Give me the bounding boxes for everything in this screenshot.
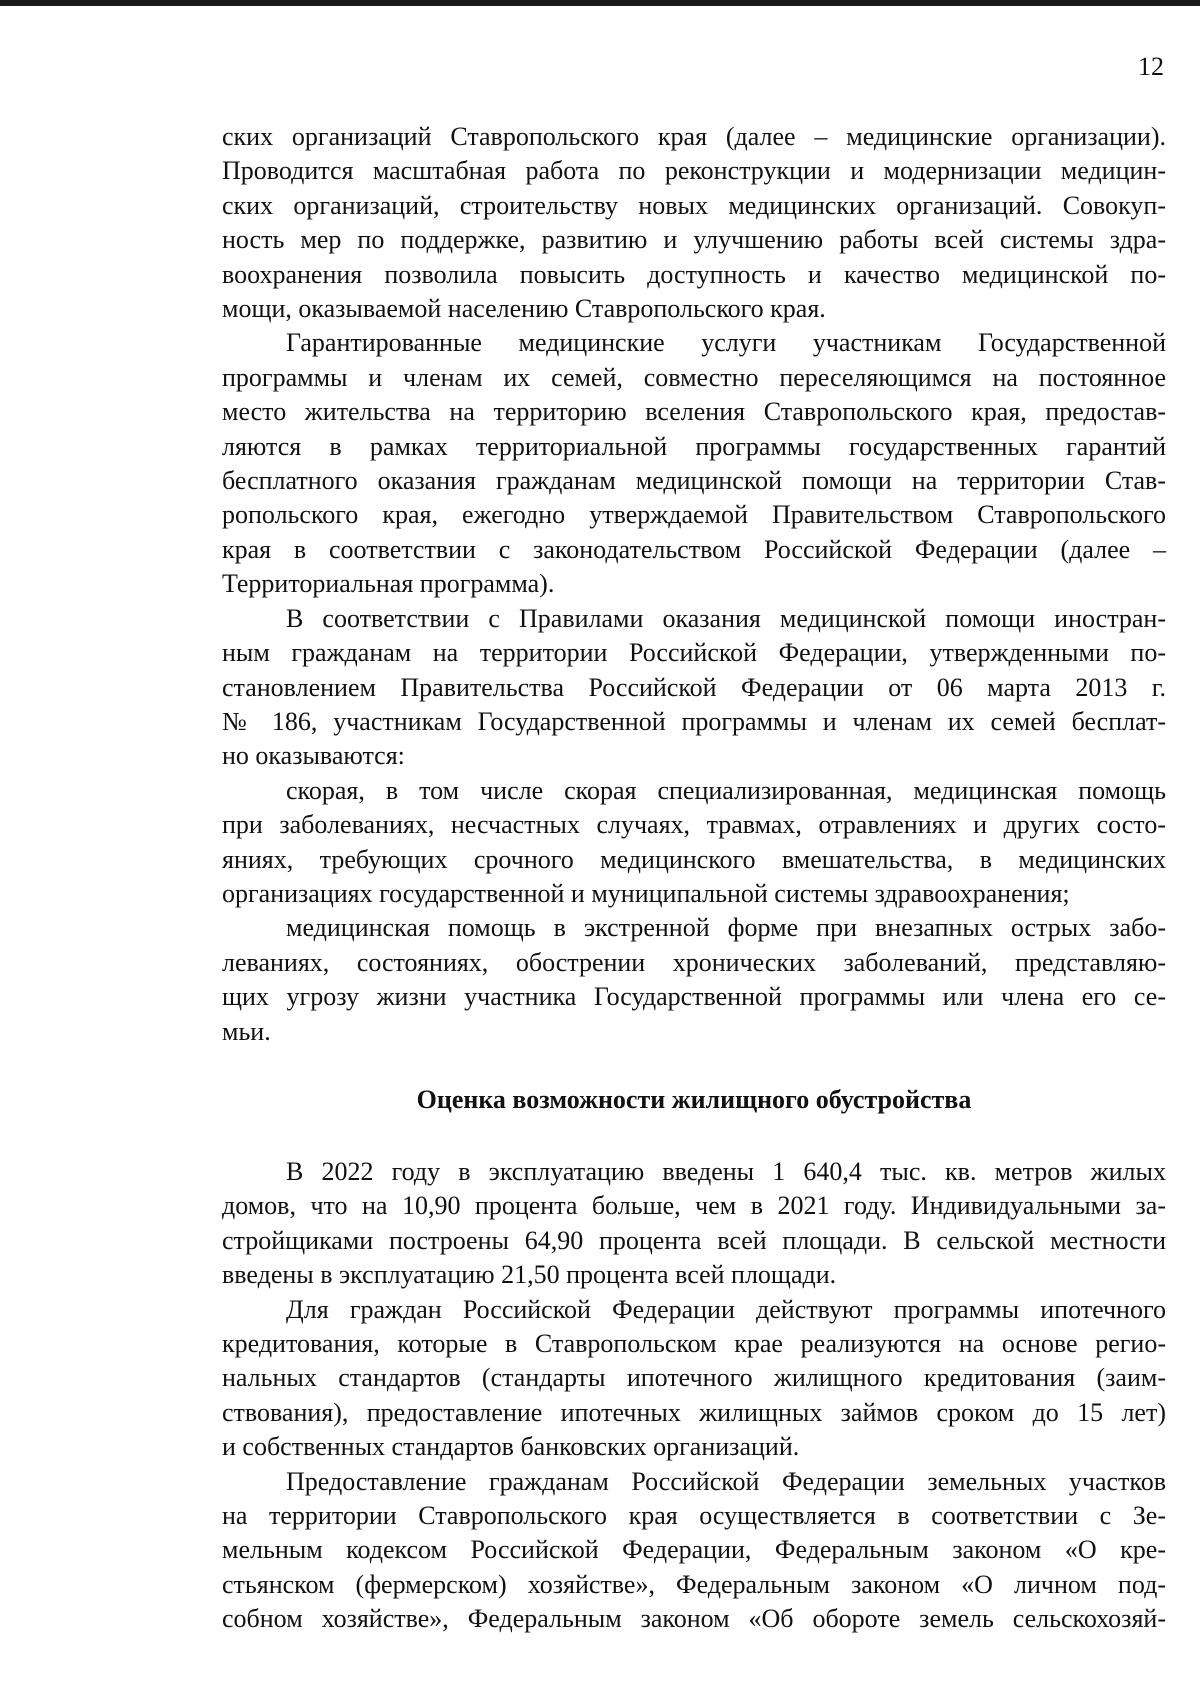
paragraph [222, 1465, 1166, 1637]
text-line: мощи, оказываемой населению Ставропольского края. [222, 294, 826, 324]
text-line: Территориальная программа). [222, 569, 555, 599]
text-line: бесплатного оказания гражданам медицинской помощи на территории Став- [222, 466, 1166, 496]
text-line: ность мер по поддержке, развитию и улучшению работы всей системы здра- [222, 225, 1166, 255]
text-line: ствования), предоставление ипотечных жилищных займов сроком до 15 лет) [222, 1397, 1166, 1427]
text-line: ляются в рамках территориальной программы государственных гарантий [222, 431, 1166, 461]
text-line: В 2022 году в эксплуатацию введены 1 640,4 тыс. кв. метров жилых [286, 1156, 1166, 1186]
text-line: Предоставление гражданам Российской Федерации земельных участков [286, 1466, 1166, 1496]
paragraph [222, 774, 1166, 912]
page-number: 12 [1138, 52, 1164, 81]
paragraph [222, 1293, 1166, 1465]
text-line: стройщиками построены 64,90 процента всей площади. В сельской местности [222, 1225, 1166, 1255]
text-line: Проводится масштабная работа по реконструкции и модернизации медицин- [222, 156, 1166, 186]
text-line: собном хозяйстве», Федеральным законом «Об обороте земель сельскохозяй- [222, 1604, 1166, 1634]
text-line: щих угрозу жизни участника Государственной программы или члена его се- [222, 982, 1166, 1012]
text-line: Для граждан Российской Федерации действуют программы ипотечного [286, 1294, 1166, 1324]
text-line: организациях государственной и муниципальной системы здравоохранения; [222, 878, 1070, 908]
text-line: Гарантированные медицинские услуги участникам Государственной [286, 328, 1166, 358]
text-line: ным гражданам на территории Российской Федерации, утвержденными по- [222, 638, 1166, 668]
paragraph [222, 326, 1166, 601]
text-line: при заболеваниях, несчастных случаях, травмах, отравлениях и других состо- [222, 810, 1166, 840]
text-line: № 186, участникам Государственной программы и членам их семей бесплат- [222, 706, 1166, 736]
text-line: леваниях, состояниях, обострении хронических заболеваний, представляю- [222, 947, 1166, 977]
text-line: но оказываются: [222, 741, 405, 771]
text-line: ских организаций, строительству новых медицинских организаций. Совокуп- [222, 190, 1166, 220]
text-line: становлением Правительства Российской Федерации от 06 марта 2013 г. [222, 672, 1166, 702]
text-line: края в соответствии с законодательством Российской Федерации (далее – [222, 534, 1166, 564]
text-line: введены в эксплуатацию 21,50 процента всей площади. [222, 1260, 837, 1290]
text-line: домов, что на 10,90 процента больше, чем в 2021 году. Индивидуальными за- [222, 1191, 1166, 1221]
top-edge-rule [0, 0, 1200, 6]
text-line: ропольского края, ежегодно утверждаемой Правительством Ставропольского [222, 500, 1166, 530]
text-line: скорая, в том числе скорая специализированная, медицинская помощь [286, 775, 1166, 805]
text-line: нальных стандартов (стандарты ипотечного жилищного кредитования (заим- [222, 1363, 1166, 1393]
text-line: ских организаций Ставропольского края (далее – медицинские организации). [222, 122, 1166, 151]
document-body [222, 120, 1166, 1637]
text-line: кредитования, которые в Ставропольском крае реализуются на основе регио- [222, 1329, 1166, 1358]
paragraph [222, 120, 1166, 326]
text-line: место жительства на территорию вселения Ставропольского края, предостав- [222, 397, 1166, 427]
text-line: мьи. [222, 1016, 271, 1046]
paragraph [222, 911, 1166, 1049]
text-line: яниях, требующих срочного медицинского вмешательства, в медицинских [222, 844, 1166, 874]
section-heading: Оценка возможности жилищного обустройства [416, 1084, 972, 1114]
text-line: В соответствии с Правилами оказания медицинской помощи иностран- [286, 603, 1166, 633]
text-line: стьянском (фермерском) хозяйстве», Федеральным законом «О личном под- [222, 1569, 1166, 1599]
paragraphs-bottom [222, 1155, 1166, 1637]
text-line: и собственных стандартов банковских организаций. [222, 1432, 800, 1462]
paragraph [222, 1155, 1166, 1293]
paragraph [222, 602, 1166, 774]
text-line: воохранения позволила повысить доступность и качество медицинской по- [222, 259, 1166, 289]
paragraphs-top [222, 120, 1166, 1049]
text-line: медицинская помощь в экстренной форме при внезапных острых забо- [286, 913, 1166, 943]
text-line: программы и членам их семей, совместно переселяющимся на постоянное [222, 362, 1166, 392]
text-line: на территории Ставропольского края осуществляется в соответствии с Зе- [222, 1501, 1166, 1531]
text-line: мельным кодексом Российской Федерации, Федеральным законом «О кре- [222, 1535, 1166, 1565]
